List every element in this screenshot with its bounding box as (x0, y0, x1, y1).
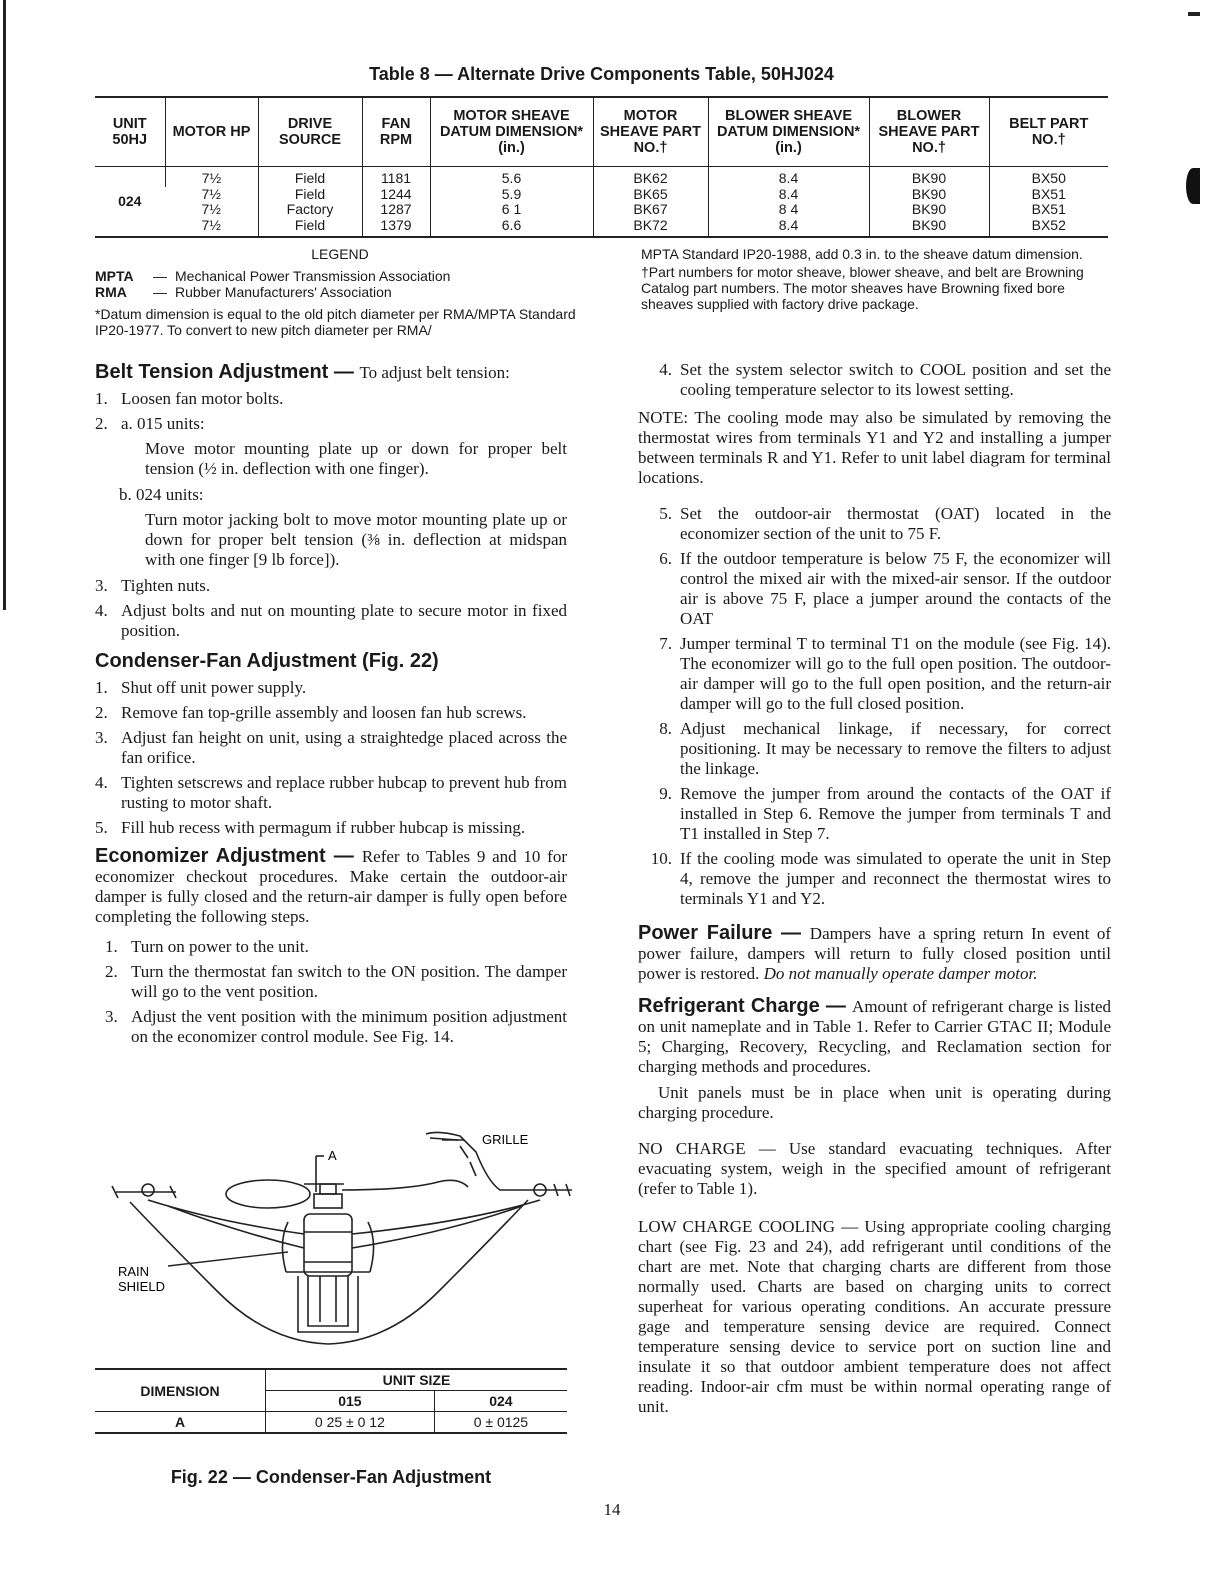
table-cell: BK62 (593, 167, 708, 187)
heading-dash: — (819, 995, 853, 1017)
header-drive-source: DRIVE SOURCE (258, 97, 362, 167)
power-failure-text: Dampers have a spring return In event of power failure, dampers will return to fully closed position until power is restored. (638, 924, 1111, 983)
belt-tension-section (95, 362, 567, 383)
table-cell: Factory (258, 202, 362, 218)
belt-step-3: Tighten nuts. (121, 576, 211, 595)
dimension-header: DIMENSION (95, 1369, 266, 1412)
header-motor-part: MOTOR SHEAVE PART NO.† (593, 97, 708, 167)
table-8-title: Table 8 — Alternate Drive Components Table, 50HJ024 (369, 64, 834, 84)
punch-hole-mark (1186, 168, 1200, 204)
list-item: 4. Set the system selector switch to COOL position and set the cooling temperature selector to its lowest setting. (659, 360, 1111, 399)
economizer-step: If the outdoor temperature is below 75 F, the economizer will control the mixed air with the mixed-air sensor. If the outdoor air is above 75 F, place a jumper around the contacts of the OAT (680, 549, 1111, 628)
table-cell: BK90 (869, 167, 989, 187)
legend-dash: — (153, 268, 167, 284)
no-charge-paragraph: NO CHARGE — Use standard evacuating techniques. After evacuating system, weigh in the specified amount of refrigerant (refer to Table 1). (638, 1139, 1111, 1198)
part-number-footnote: †Part numbers for motor sheave, blower sheave, and belt are Browning Catalog part numbers. The motor sheaves have Browning fixed bore sheaves supplied with factory drive package. (641, 264, 1084, 312)
table-cell: 1181 (362, 167, 430, 187)
header-blower-part: BLOWER SHEAVE PART NO.† (869, 97, 989, 167)
legend (95, 246, 585, 338)
power-failure-warning: Do not manually operate damper motor. (763, 964, 1038, 983)
table-cell: 7½ (201, 201, 221, 217)
table-cell: 5.9 (430, 187, 593, 203)
table-cell: 7½ (201, 185, 221, 202)
legend-entry (95, 284, 585, 300)
economizer-section (95, 846, 567, 927)
scan-mark (1188, 12, 1200, 16)
list-item: 2. Turn the thermostat fan switch to the ON position. The damper will go to the vent position. (105, 962, 567, 1001)
row-label: A (95, 1412, 266, 1434)
table-cell: Field (258, 167, 362, 187)
table-cell: BK67 (593, 202, 708, 218)
legend-abbr: MPTA (95, 268, 134, 284)
table-row (95, 167, 1108, 187)
table-cell: BX52 (989, 218, 1108, 238)
table-cell: 8 4 (708, 202, 869, 218)
economizer-step: Adjust the vent position with the minimum position adjustment on the economizer control module. See Fig. 14. (131, 1007, 567, 1046)
economizer-step: Jumper terminal T to terminal T1 on the module (see Fig. 14). The economizer will go to the full open position. The outdoor-air damper will go to the full open position, and the return-air damper will go to the full closed position. (680, 634, 1111, 713)
unit-size-header: UNIT SIZE (266, 1369, 568, 1391)
table-row (95, 187, 1108, 203)
table-cell: BX51 (989, 202, 1108, 218)
heading-dash: — (328, 361, 360, 383)
left-column (95, 362, 567, 1052)
power-failure-section (638, 923, 1111, 984)
legend-entry (95, 268, 585, 284)
economizer-step-4: Set the system selector switch to COOL position and set the cooling temperature selector to its lowest setting. (680, 360, 1111, 399)
list-item: 2. a. 015 units: (95, 414, 205, 433)
list-item: 10. If the cooling mode was simulated to operate the unit in Step 4, remove the jumper and reconnect the thermostat wires to terminals Y1 and Y2. (650, 849, 1111, 908)
list-item: 4. Tighten setscrews and replace rubber hubcap to prevent hub from rusting to motor shaft. (95, 773, 567, 812)
list-item: 5. Set the outdoor-air thermostat (OAT) located in the economizer section of the unit to 75 F. (659, 504, 1111, 543)
label-a: A (328, 1148, 337, 1163)
header-blower-datum: BLOWER SHEAVE DATUM DIMENSION* (in.) (708, 97, 869, 167)
table-cell: 7½ (165, 167, 258, 187)
condenser-step: Fill hub recess with permagum if rubber hubcap is missing. (121, 818, 526, 837)
label-grille: GRILLE (482, 1132, 529, 1147)
refrigerant-panels-note: Unit panels must be in place when unit is operating during charging procedure. (638, 1083, 1111, 1122)
table-cell: 1244 (362, 187, 430, 203)
refrigerant-section (638, 996, 1111, 1077)
table-cell: 6.6 (430, 218, 593, 238)
belt-step-2b-text: Turn motor jacking bolt to move motor mounting plate up or down for proper belt tension (⅜ in. deflection at midspan with one finger [9 lb force]). (145, 510, 567, 569)
legend-abbr: RMA (95, 284, 127, 300)
label-rain: RAIN (118, 1264, 150, 1279)
condenser-step: Remove fan top-grille assembly and loosen fan hub screws. (121, 703, 527, 722)
list-item: 3. Tighten nuts. (95, 576, 567, 596)
list-item: b. 024 units: (119, 485, 204, 504)
datum-footnote: *Datum dimension is equal to the old pitch diameter per RMA/MPTA Standard IP20-1977. To convert to new pitch diameter per RMA/ (95, 306, 576, 338)
list-item: 2. Remove fan top-grille assembly and loosen fan hub screws. (95, 703, 567, 723)
heading-dash: — (772, 922, 810, 944)
table-cell: Field (258, 218, 362, 238)
list-item: 1. Loosen fan motor bolts. (95, 389, 567, 409)
table-cell: 1287 (362, 202, 430, 218)
economizer-intro: Refer to Tables 9 and 10 for economizer checkout procedures. Make certain the outdoor-air damper is fully closed and the return-air damper is fully open before completing the following steps. (95, 847, 567, 926)
table-cell: 0 ± 0125 (434, 1412, 567, 1434)
table-cell: BK90 (869, 202, 989, 218)
legend-def: Rubber Manufacturers' Association (175, 284, 392, 300)
legend-title: LEGEND (311, 246, 369, 262)
cooling-note: NOTE: The cooling mode may also be simulated by removing the thermostat wires from terminals Y1 and Y2 and installing a jumper between terminals R and Y1. Refer to unit label diagram for terminal locations. (638, 408, 1111, 487)
right-column (638, 360, 1111, 1423)
economizer-step: Remove the jumper from around the contacts of the OAT if installed in Step 6. Remove the jumper from terminals T and T1 installed in Step 7. (680, 784, 1111, 843)
table-row (95, 218, 1108, 238)
table-row (95, 1412, 567, 1434)
table-cell: BX51 (989, 187, 1108, 203)
condenser-fan-diagram (108, 1122, 578, 1362)
table-cell: 7½ (201, 216, 221, 233)
economizer-step: Turn the thermostat fan switch to the ON position. The damper will go to the vent position. (131, 962, 567, 1001)
unit-cell: 024 (118, 192, 142, 209)
table-cell: 0 25 ± 0 12 (266, 1412, 435, 1434)
low-charge-paragraph: LOW CHARGE COOLING — Using appropriate cooling charging chart (see Fig. 23 and 24), add refrigerant until conditions of the chart are met. Note that charging charts are different from those normally used. Charts are based on charging units to correct superheat for various operating conditions. An accurate pressure gage and temperature sensing device are required. Connect temperature sensing device to service port on suction line and insulate it so that outdoor ambient temperature does not affect reading. Indoor-air cfm must be within normal operating range of unit. (638, 1217, 1111, 1416)
table-cell: BX50 (989, 167, 1108, 187)
economizer-step: If the cooling mode was simulated to operate the unit in Step 4, remove the jumper and reconnect the thermostat wires to terminals Y1 and Y2. (680, 849, 1111, 908)
condenser-section (95, 651, 567, 672)
power-failure-heading: Power Failure (638, 922, 773, 944)
list-item: 3. Adjust the vent position with the minimum position adjustment on the economizer control module. See Fig. 14. (105, 1007, 567, 1046)
list-item: 8. Adjust mechanical linkage, if necessary, for correct positioning. It may be necessary to remove the filters to adjust the linkage. (659, 719, 1111, 778)
list-item: 1. Shut off unit power supply. (95, 678, 567, 698)
table-cell: BK72 (593, 218, 708, 238)
list-item: 3. Adjust fan height on unit, using a straightedge placed across the fan orifice. (95, 728, 567, 767)
table-cell: BK90 (869, 218, 989, 238)
table-row (95, 202, 1108, 218)
table-cell: 6 1 (430, 202, 593, 218)
condenser-heading: Condenser-Fan Adjustment (Fig. 22) (95, 650, 439, 672)
refrigerant-text: Amount of refrigerant charge is listed on unit nameplate and in Table 1. Refer to Carrier GTAC II; Module 5; Charging, Recovery, Recycling, and Reclamation section for charging methods and procedures. (638, 997, 1111, 1076)
refrigerant-heading: Refrigerant Charge (638, 995, 820, 1017)
table-cell: BK65 (593, 187, 708, 203)
table-cell: 8.4 (708, 167, 869, 187)
economizer-step: Turn on power to the unit. (131, 937, 309, 956)
belt-tension-heading: Belt Tension Adjustment (95, 361, 329, 383)
figure-caption: Fig. 22 — Condenser-Fan Adjustment (170, 1467, 492, 1487)
col-015-header: 015 (266, 1391, 435, 1412)
economizer-heading: Economizer Adjustment (95, 845, 326, 867)
list-item: 5. Fill hub recess with permagum if rubber hubcap is missing. (95, 818, 567, 838)
header-belt-part: BELT PART NO.† (989, 97, 1108, 167)
table-cell: 8.4 (708, 218, 869, 238)
list-item: 4. Adjust bolts and nut on mounting plate to secure motor in fixed position. (95, 601, 567, 640)
table-cell: 1379 (362, 218, 430, 238)
header-motor-hp: MOTOR HP (165, 97, 258, 167)
list-item: 6. If the outdoor temperature is below 75 F, the economizer will control the mixed air with the mixed-air sensor. If the outdoor air is above 75 F, place a jumper around the contacts of the OAT (659, 549, 1111, 628)
legend-dash: — (153, 284, 167, 300)
belt-step-2b-label: 024 units: (136, 485, 204, 504)
condenser-step: Tighten setscrews and replace rubber hubcap to prevent hub from rusting to motor shaft. (121, 773, 567, 812)
label-shield: SHIELD (118, 1279, 165, 1294)
header-motor-datum: MOTOR SHEAVE DATUM DIMENSION* (in.) (430, 97, 593, 167)
dimension-table (95, 1368, 567, 1434)
condenser-step: Shut off unit power supply. (121, 678, 307, 697)
belt-step-1: Loosen fan motor bolts. (121, 389, 284, 408)
header-unit: UNIT 50HJ (95, 97, 165, 167)
heading-dash: — (325, 845, 362, 867)
col-024-header: 024 (434, 1391, 567, 1412)
economizer-step: Adjust mechanical linkage, if necessary, for correct positioning. It may be necessary to remove the filters to adjust the linkage. (680, 719, 1111, 778)
binder-edge-line (3, 0, 6, 610)
list-item: 7. Jumper terminal T to terminal T1 on the module (see Fig. 14). The economizer will go to the full open position. The outdoor-air damper will go to the full open position, and the return-air damper will go to the full closed position. (659, 634, 1111, 713)
list-item: 1. Turn on power to the unit. (105, 937, 567, 957)
page-number: 14 (603, 1500, 621, 1519)
belt-tension-intro: To adjust belt tension: (359, 363, 510, 382)
economizer-step: Set the outdoor-air thermostat (OAT) located in the economizer section of the unit to 75 F. (680, 504, 1111, 543)
table-cell: BK90 (869, 187, 989, 203)
table-cell: 5.6 (430, 167, 593, 187)
legend-def: Mechanical Power Transmission Association (175, 268, 451, 284)
list-item: 9. Remove the jumper from around the contacts of the OAT if installed in Step 6. Remove the jumper from terminals T and T1 installed in Step 7. (659, 784, 1111, 843)
belt-step-4: Adjust bolts and nut on mounting plate to secure motor in fixed position. (121, 601, 567, 640)
table-footnotes (641, 246, 1111, 312)
mpta-footnote: MPTA Standard IP20-1988, add 0.3 in. to the sheave datum dimension. (641, 246, 1083, 262)
table-cell: Field (258, 187, 362, 203)
drive-components-table (95, 96, 1108, 238)
table-cell: 8.4 (708, 187, 869, 203)
condenser-step: Adjust fan height on unit, using a straightedge placed across the fan orifice. (121, 728, 567, 767)
belt-step-2a-text: Move motor mounting plate up or down for proper belt tension (½ in. deflection with one finger). (145, 439, 567, 478)
belt-step-2a-label: 015 units: (137, 414, 205, 433)
header-fan-rpm: FAN RPM (362, 97, 430, 167)
